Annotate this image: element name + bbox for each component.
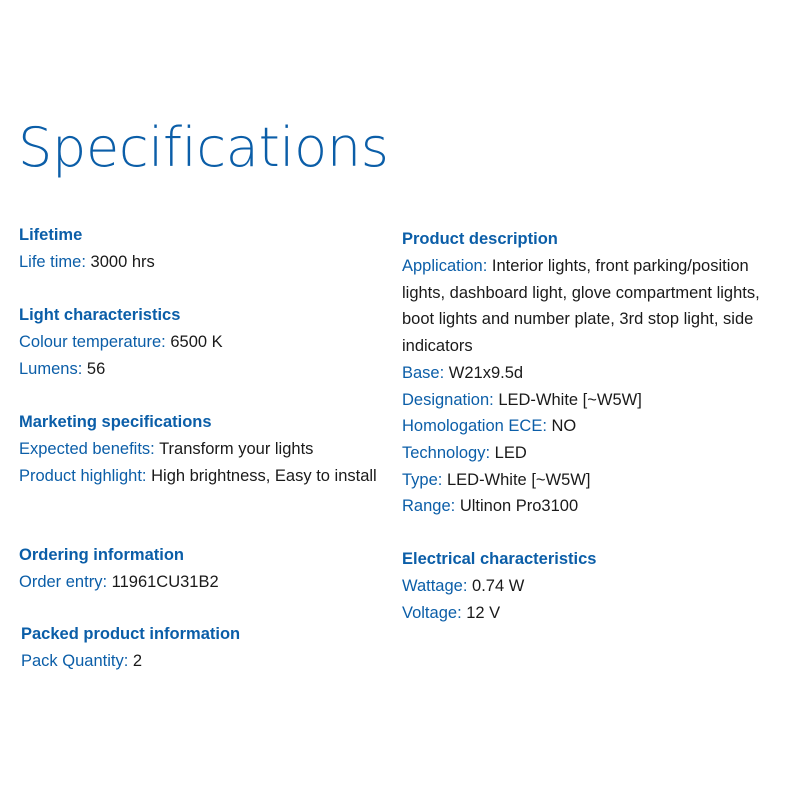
spec-value: W21x9.5d: [448, 363, 524, 382]
spec-label: Homologation ECE :: [402, 417, 547, 435]
section-heading: Light characteristics: [19, 306, 181, 324]
spec-value: Ultinon Pro3100: [459, 497, 579, 516]
spec-label: Expected benefits :: [19, 440, 155, 458]
spec-label: Designation :: [402, 391, 494, 409]
spec-label: Voltage :: [402, 604, 462, 622]
page-title: Specifications: [18, 116, 389, 179]
spec-row-type: [402, 467, 794, 494]
spec-value: 0.74 W: [472, 577, 525, 595]
spec-row-colour-temperature: [19, 329, 223, 356]
section-product-description: [402, 226, 794, 520]
spec-value: LED-White [~W5W]: [498, 390, 642, 409]
spec-value: Transform your lights: [159, 440, 314, 458]
spec-value: LED-White [~W5W]: [446, 470, 591, 489]
spec-value: 11961CU31B2: [111, 573, 219, 591]
spec-value: High brightness, Easy to install: [151, 466, 377, 485]
spec-row-expected-benefits: [19, 436, 389, 463]
spec-label: Application :: [402, 257, 487, 275]
spec-row-designation: [402, 387, 794, 414]
spec-label: Life time :: [19, 253, 86, 271]
section-heading: Lifetime: [19, 226, 83, 244]
spec-label: Order entry :: [19, 573, 107, 591]
spec-row-voltage: [402, 600, 596, 627]
section-lifetime: [19, 222, 155, 276]
section-heading: Packed product information: [21, 625, 241, 643]
spec-row-technology: [402, 440, 794, 467]
section-electrical-characteristics: [402, 546, 596, 626]
spec-row-wattage: [402, 573, 596, 600]
section-packed-product-information: [21, 621, 240, 675]
section-heading: Electrical characteristics: [402, 550, 597, 568]
spec-label: Lumens :: [19, 360, 82, 378]
spec-row-product-highlight: [19, 463, 381, 490]
spec-label: Pack Quantity :: [21, 652, 128, 670]
spec-value: 12 V: [466, 603, 501, 622]
spec-row-order-entry: [19, 569, 219, 596]
spec-label: Wattage :: [402, 577, 467, 595]
spec-row-base: [402, 360, 794, 387]
section-light-characteristics: [19, 302, 223, 382]
spec-value: 6500 K: [170, 333, 223, 351]
spec-row-application: [402, 253, 790, 360]
spec-label: Base :: [402, 364, 444, 382]
spec-label: Colour temperature :: [19, 333, 166, 351]
section-ordering-information: [19, 542, 219, 596]
spec-value: 56: [86, 359, 106, 378]
spec-value: Interior lights, front parking/position lights, dashboard light, glove compartment lights, boot lights and number plate, 3rd stop light, side indicators: [402, 257, 760, 356]
section-heading: Product description: [402, 230, 558, 248]
spec-row-life-time: [19, 249, 155, 276]
spec-value: LED: [494, 443, 527, 462]
spec-row-range: [402, 493, 794, 520]
spec-row-homologation-ece: [402, 413, 794, 440]
spec-label: Type :: [402, 471, 442, 489]
section-heading: Marketing specifications: [19, 413, 212, 431]
spec-value: 2: [132, 652, 143, 670]
spec-row-lumens: [19, 356, 223, 383]
spec-label: Technology :: [402, 444, 490, 462]
section-heading: Ordering information: [19, 546, 184, 564]
spec-label: Range :: [402, 497, 455, 515]
spec-value: NO: [551, 417, 577, 436]
section-marketing-specifications: [19, 409, 389, 489]
spec-value: 3000 hrs: [90, 253, 155, 271]
spec-label: Product highlight :: [19, 467, 147, 485]
spec-row-pack-quantity: [21, 648, 240, 675]
